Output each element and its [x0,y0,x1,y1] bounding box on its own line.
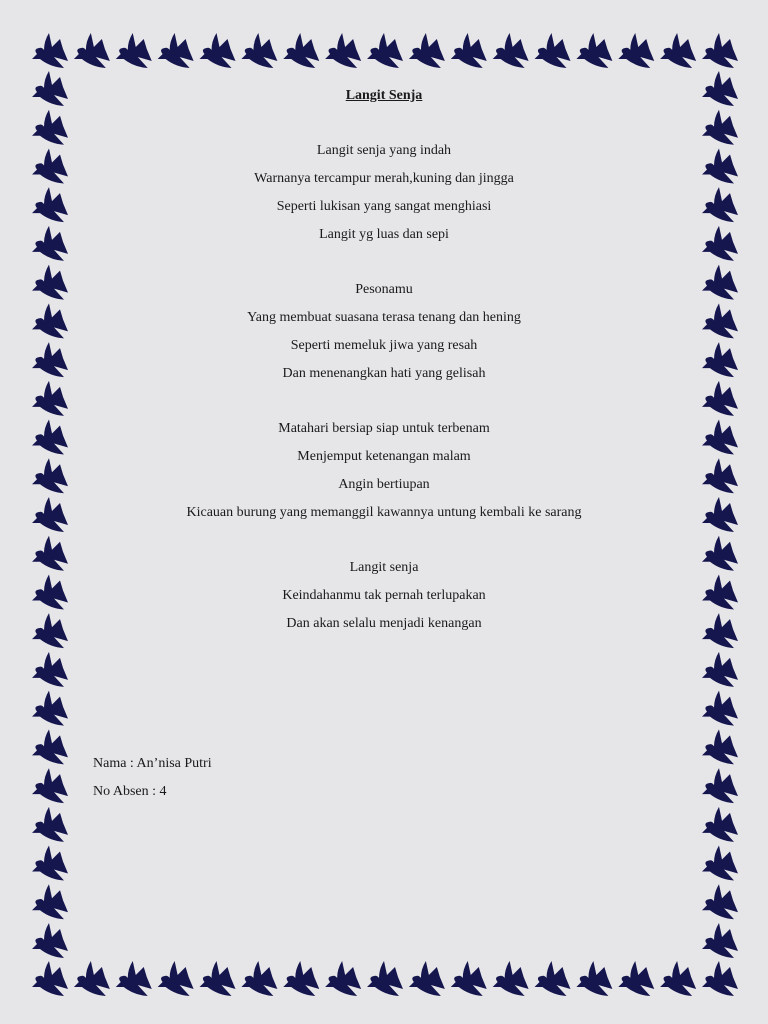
poem-line: Kicauan burung yang memanggil kawannya untung kembali ke sarang [186,505,582,520]
swallow-bird-icon [367,33,403,68]
swallow-bird-icon [158,33,194,68]
poem-line: Langit senja [349,560,419,575]
swallow-bird-icon [32,807,68,842]
swallow-bird-icon [493,33,529,68]
stanza-4 [0,554,768,638]
swallow-bird-icon [241,961,277,996]
poem-line: Seperti lukisan yang sangat menghiasi [276,199,492,214]
swallow-bird-icon [241,33,277,68]
poem-line: Warnanya tercampur merah,kuning dan jingga [254,171,514,186]
poem-line: Dan menenangkan hati yang gelisah [282,366,486,381]
swallow-bird-icon [409,961,445,996]
swallow-bird-icon [576,33,612,68]
swallow-bird-icon [116,961,152,996]
swallow-bird-icon [325,33,361,68]
swallow-bird-icon [116,33,152,68]
swallow-bird-icon [32,691,68,726]
swallow-bird-icon [702,807,738,842]
swallow-bird-icon [32,923,68,958]
swallow-bird-icon [32,33,68,68]
swallow-bird-icon [283,33,319,68]
swallow-bird-icon [367,961,403,996]
poem-line: Angin bertiupan [338,477,430,492]
swallow-bird-icon [702,884,738,919]
swallow-bird-icon [702,691,738,726]
stanza-3 [0,415,768,527]
swallow-bird-icon [618,961,654,996]
swallow-bird-icon [576,961,612,996]
swallow-bird-icon [702,768,738,803]
poem-title: Langit Senja [345,88,423,103]
swallow-bird-icon [451,961,487,996]
swallow-bird-icon [702,846,738,881]
poem-line: Seperti memeluk jiwa yang resah [290,338,478,353]
swallow-bird-icon [200,961,236,996]
swallow-bird-icon [702,923,738,958]
poem-line: Pesonamu [355,282,413,297]
poem-line: Dan akan selalu menjadi kenangan [286,616,482,631]
swallow-bird-icon [283,961,319,996]
poem-line: Matahari bersiap siap untuk terbenam [278,421,490,436]
swallow-bird-icon [200,33,236,68]
swallow-bird-icon [32,846,68,881]
swallow-bird-icon [535,33,571,68]
swallow-bird-icon [32,768,68,803]
swallow-bird-icon [618,33,654,68]
poem-line: Langit senja yang indah [316,143,452,158]
swallow-bird-icon [660,961,696,996]
stanza-1 [0,137,768,249]
swallow-bird-icon [702,961,738,996]
stanza-2 [0,276,768,388]
swallow-bird-icon [660,33,696,68]
poem-body [0,137,768,665]
swallow-bird-icon [702,729,738,764]
swallow-bird-icon [409,33,445,68]
swallow-bird-icon [32,884,68,919]
poem-line: Menjemput ketenangan malam [297,449,471,464]
swallow-bird-icon [74,961,110,996]
poem-line: Keindahanmu tak pernah terlupakan [282,588,486,603]
swallow-bird-icon [493,961,529,996]
swallow-bird-icon [325,961,361,996]
author-name: Nama : An’nisa Putri [93,756,212,771]
author-info [93,750,212,806]
swallow-bird-icon [32,729,68,764]
swallow-bird-icon [535,961,571,996]
swallow-bird-icon [702,33,738,68]
swallow-bird-icon [32,961,68,996]
poem-line: Yang membuat suasana terasa tenang dan hening [247,310,521,325]
absen-number: No Absen : 4 [93,784,167,799]
poem-line: Langit yg luas dan sepi [319,227,449,242]
swallow-bird-icon [451,33,487,68]
swallow-bird-icon [158,961,194,996]
swallow-bird-icon [74,33,110,68]
